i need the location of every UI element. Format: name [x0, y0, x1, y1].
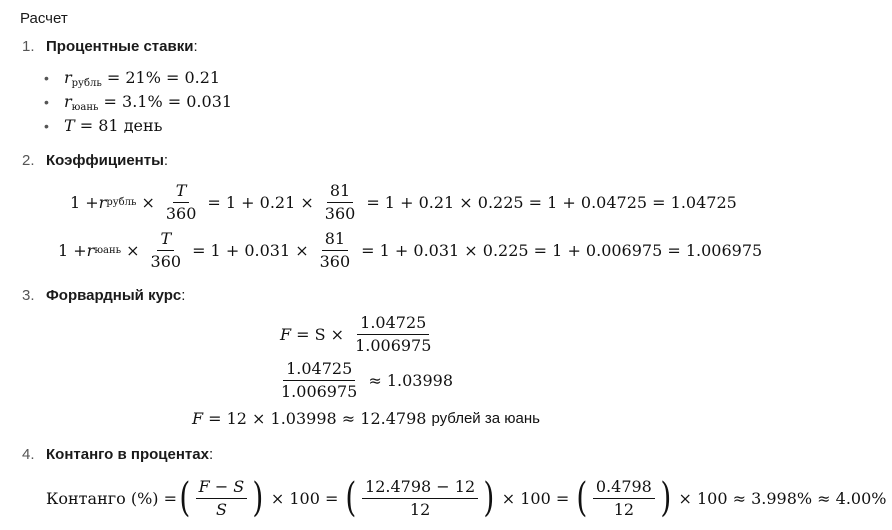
section-number: 1.	[22, 38, 35, 55]
section-title: Коэффициенты	[46, 152, 164, 169]
contango-equation: Контанго (%) = ( $\frac{F - S}{S}$ ) × 100 = ( $\frac{12.4798 - 12}{12}$ ) × 100 = ( $\frac{0.4798}{12}$ ) × 100 ≈ 3.998% ≈ 4.00%	[46, 475, 887, 521]
section-rates-heading	[22, 38, 198, 55]
section-colon: :	[193, 38, 198, 55]
forward-result: F = 12 × 1.03998 ≈ 12.4798 рублей за юань	[192, 408, 540, 428]
section-contango-heading	[22, 446, 213, 463]
fraction: $\frac{T}{360}$	[165, 180, 197, 223]
fraction: $\frac{F - S}{S}$	[196, 477, 248, 520]
fraction: $\frac{81}{360}$	[324, 180, 356, 223]
section-colon: :	[163, 152, 169, 169]
rate-cny: $r_{юань} = 3.1\% = 0.031$	[64, 92, 233, 113]
coef-rub-equation: 1 + r рубль × $\frac{T}{360}$ = 1 + 0.21 × $\frac{81}{360}$ = 1 + 0.21 × 0.225 = 1 + 0.04725 = 1.04725	[70, 180, 737, 223]
section-colon: :	[208, 446, 214, 463]
section-colon: :	[181, 287, 186, 304]
rate-rub: $r_{рубль} = 21\% = 0.21$	[64, 68, 221, 89]
forward-formula: F = S × $\frac{1.04725}{1.006975}$	[280, 312, 437, 356]
section-forward-heading	[22, 287, 185, 304]
fraction: $\frac{12.4798 - 12}{12}$	[362, 477, 478, 520]
fraction: $\frac{1.04725}{1.006975}$	[355, 312, 432, 355]
fraction: $\frac{0.4798}{12}$	[593, 477, 655, 520]
section-coefficients-heading	[22, 152, 168, 169]
fraction: $\frac{T}{360}$	[150, 228, 182, 271]
section-number: 2.	[22, 152, 35, 169]
section-title: Форвардный курс	[46, 287, 182, 304]
section-title: Процентные ставки	[46, 38, 194, 55]
section-title: Контанго в процентах	[46, 446, 209, 463]
section-number: 3.	[22, 287, 35, 304]
fraction: $\frac{81}{360}$	[319, 228, 351, 271]
forward-ratio: $\frac{1.04725}{1.006975}$ ≈ 1.03998	[275, 358, 458, 402]
fraction: $\frac{1.04725}{1.006975}$	[281, 358, 358, 401]
page-title: Расчет	[20, 10, 68, 27]
coef-cny-equation: 1 + r юань × $\frac{T}{360}$ = 1 + 0.031 × $\frac{81}{360}$ = 1 + 0.031 × 0.225 = 1 + 0.006975 = 1.006975	[58, 228, 763, 271]
term-days: T = 81 день	[64, 116, 163, 135]
section-number: 4.	[22, 446, 35, 463]
